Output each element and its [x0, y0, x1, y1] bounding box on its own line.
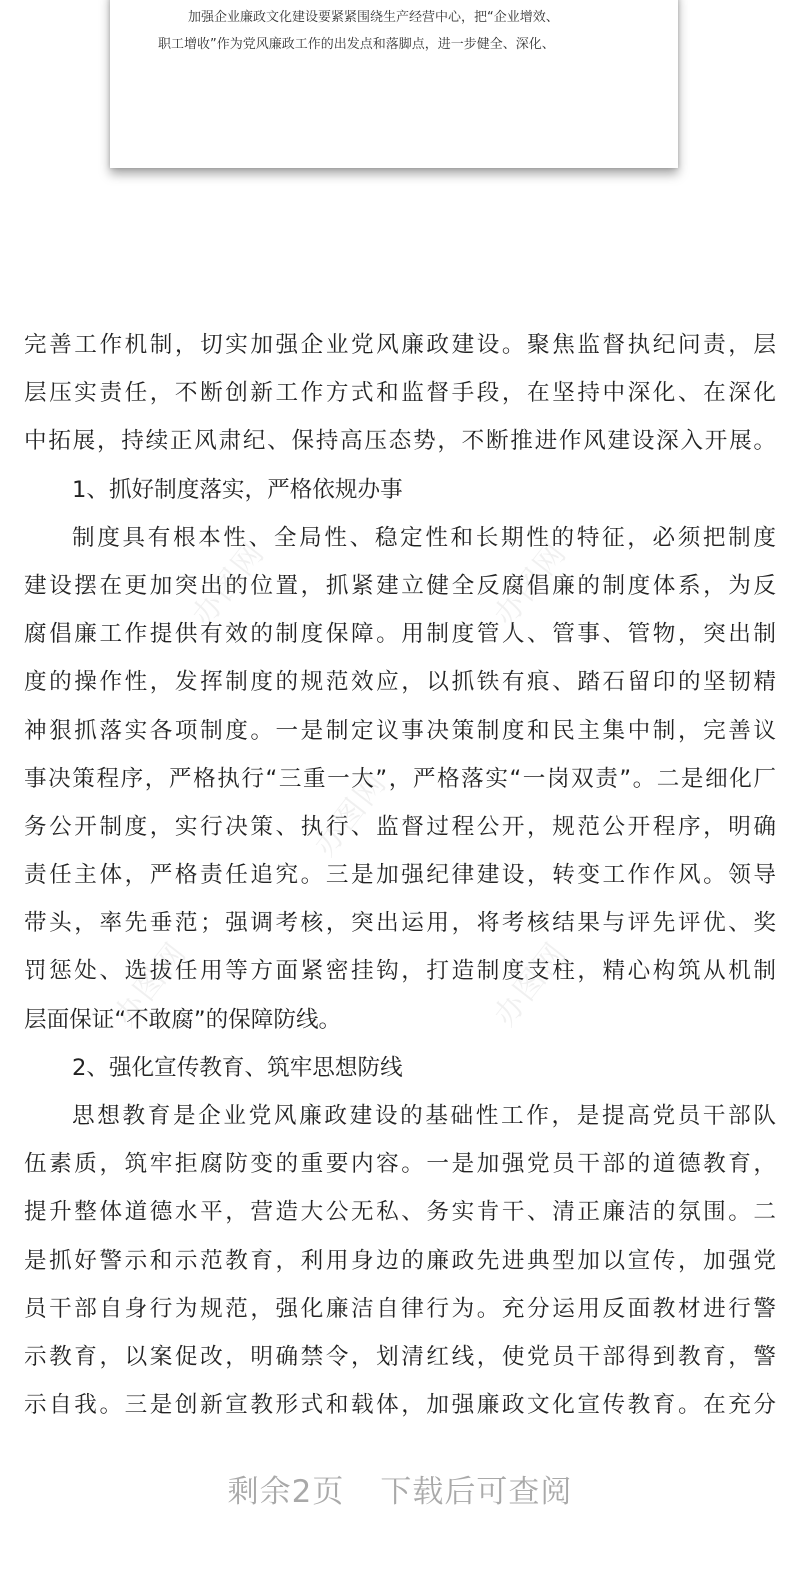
section-1-line: 层面保证“不敢腐”的保障防线。: [24, 1006, 342, 1033]
watermark: 办图网: [307, 765, 395, 863]
section-1-line: 带头，率先垂范；强调考核，突出运用，将考核结果与评先评优、奖: [24, 910, 776, 937]
watermark: 办图网: [185, 535, 273, 633]
section-1-line: 制度具有根本性、全局性、稳定性和长期性的特征，必须把制度: [72, 524, 776, 551]
section-2-line: 提升整体道德水平，营造大公无私、务实肯干、清正廉洁的氛围。二: [24, 1199, 776, 1226]
preview-card: [110, 0, 678, 168]
section-1-line: 罚惩处、选拔任用等方面紧密挂钩，打造制度支柱，精心构筑从机制: [24, 958, 776, 985]
section-2-line: 伍素质，筑牢拒腐防变的重要内容。一是加强党员干部的道德教育，: [24, 1151, 776, 1178]
preview-line-2: 职工增收”作为党风廉政工作的出发点和落脚点，进一步健全、深化、: [158, 37, 555, 52]
intro-line: 中拓展，持续正风肃纪、保持高压态势，不断推进作风建设深入开展。: [24, 428, 776, 455]
watermark: 办图网: [107, 935, 195, 1033]
watermark: 办图网: [487, 935, 575, 1033]
remaining-pages-text: 剩余2页: [227, 1474, 345, 1510]
intro-line: 完善工作机制，切实加强企业党风廉政建设。聚焦监督执纪问责，层: [24, 332, 776, 358]
watermark: 办图网: [487, 535, 575, 633]
section-1-line: 度的操作性，发挥制度的规范效应，以抓铁有痕、踏石留印的坚韧精: [24, 669, 776, 696]
section-1-line: 务公开制度，实行决策、执行、监督过程公开，规范公开程序，明确: [24, 813, 776, 840]
section-2-line: 员干部自身行为规范，强化廉洁自律行为。充分运用反面教材进行警: [24, 1295, 776, 1322]
section-2-heading: 2、强化宣传教育、筑牢思想防线: [72, 1054, 403, 1081]
section-2-line: 示自我。三是创新宣教形式和载体，加强廉政文化宣传教育。在充分: [24, 1392, 776, 1419]
section-2-line: 是抓好警示和示范教育，利用身边的廉政先进典型加以宣传，加强党: [24, 1247, 776, 1274]
intro-line: 层压实责任，不断创新工作方式和监督手段，在坚持中深化、在深化: [24, 380, 776, 407]
section-2-line: 示教育，以案促改，明确禁令，划清红线，使党员干部得到教育，警: [24, 1343, 776, 1370]
download-hint-text: 下载后可查阅: [380, 1474, 573, 1510]
section-1-line: 建设摆在更加突出的位置，抓紧建立健全反腐倡廉的制度体系，为反: [24, 572, 776, 599]
section-1-heading: 1、抓好制度落实，严格依规办事: [72, 476, 403, 503]
section-1-line: 事决策程序，严格执行“三重一大”，严格落实“一岗双责”。二是细化厂: [24, 765, 776, 792]
section-1-line: 腐倡廉工作提供有效的制度保障。用制度管人、管事、管物，突出制: [24, 621, 776, 648]
section-2-line: 思想教育是企业党风廉政建设的基础性工作，是提高党员干部队: [72, 1103, 776, 1129]
download-prompt[interactable]: [0, 1466, 800, 1511]
document-body: [24, 321, 776, 1429]
section-1-line: 责任主体，严格责任追究。三是加强纪律建设，转变工作作风。领导: [24, 862, 776, 889]
section-1-line: 神狠抓落实各项制度。一是制定议事决策制度和民主集中制，完善议: [24, 717, 776, 744]
preview-line-1: 加强企业廉政文化建设要紧紧围绕生产经营中心，把“企业增效、: [188, 10, 559, 25]
